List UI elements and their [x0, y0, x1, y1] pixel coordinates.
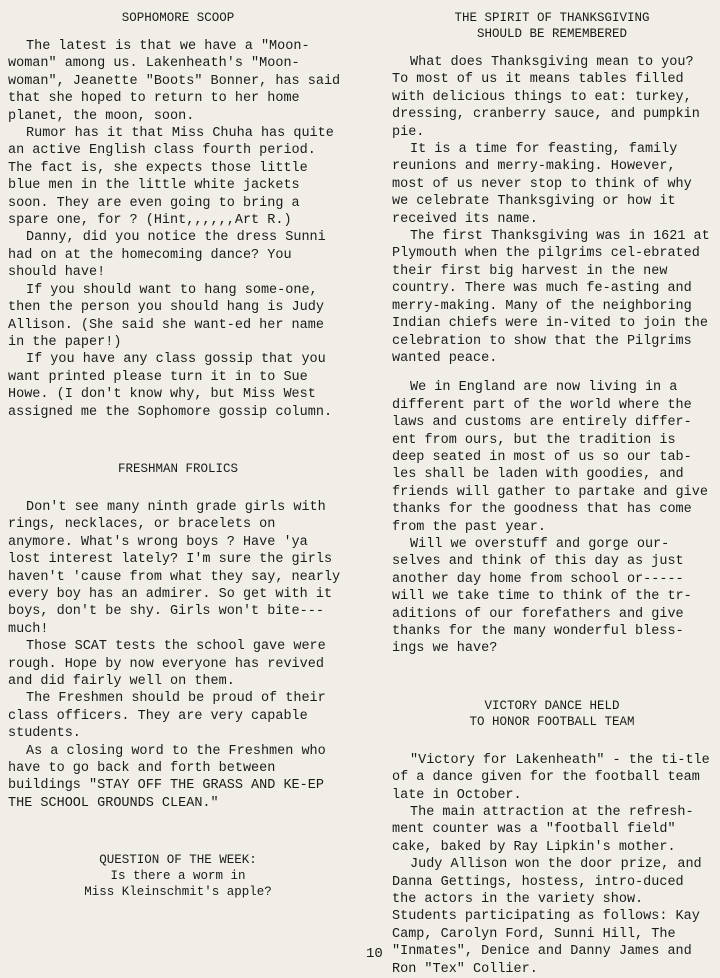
question-line: Is there a worm in	[110, 869, 246, 884]
article-title: SOPHOMORE SCOOP	[121, 11, 235, 25]
article-paragraph: If you have any class gossip that you want printed please turn it in to Sue Howe. (I don't know why, but Miss West assigned me the Sophomore gossip column.	[8, 352, 333, 420]
right-column	[392, 10, 712, 978]
article-title-line: THE SPIRIT OF THANKSGIVING	[454, 11, 650, 25]
page-number: 10	[366, 946, 383, 962]
article-paragraph: We in England are now living in a different part of the world where the laws and customs are entirely differ-ent from ours, but the tradition is deep seated in most of us so our tab-les shall be laden with goodies, and friends will gather to partake and give thanks for the goodness that has come from the past year.	[392, 380, 708, 535]
question-of-the-week	[8, 852, 348, 900]
article-paragraph: It is a time for feasting, family reunions and merry-making. However, most of us never stop to think of why we celebrate Thanksgiving or how it received its name.	[392, 142, 692, 227]
article-paragraph: What does Thanksgiving mean to you? To most of us it means tables filled with delicious things to eat: turkey, dressing, cranberry sauce, and pumpkin pie.	[392, 55, 700, 140]
article-paragraph: The first Thanksgiving was in 1621 at Plymouth when the pilgrims cel-ebrated their first big harvest in the new country. There was much fe-asting and merry-making. Many of the neighboring Indian chiefs were in-vited to join the celebration to show that the Pilgrims wanted peace.	[392, 229, 710, 366]
article-paragraph: Those SCAT tests the school gave were rough. Hope by now everyone has revived and did fairly well on them.	[8, 639, 326, 689]
thanksgiving-article	[392, 10, 712, 658]
article-title: FRESHMAN FROLICS	[117, 461, 239, 476]
article-paragraph: The Freshmen should be proud of their class officers. They are very capable students.	[8, 691, 326, 742]
left-column	[8, 10, 348, 900]
article-title-line: TO HONOR FOOTBALL TEAM	[469, 714, 635, 729]
article-paragraph: Will we overstuff and gorge our-selves and think of this day as just another day home from school or-----will we take time to think of the tr-aditions of our forefathers and give thanks for the many wonderful bless-ings we have?	[392, 536, 692, 657]
victory-dance-article	[392, 698, 712, 978]
article-paragraph: The latest is that we have a "Moon-woman" among us. Lakenheath's "Moon-woman", Jeanette "Boots" Bonner, has said that she hoped to return to her home planet, the moon, soon.	[8, 39, 341, 124]
article-paragraph: The main attraction at the refresh-ment counter was a "football field" cake, baked by Ray Lipkin's mother.	[392, 805, 694, 855]
question-line: Miss Kleinschmit's apple?	[84, 885, 272, 900]
article-title-line: SHOULD BE REMEMBERED	[476, 27, 628, 41]
article-paragraph: As a closing word to the Freshmen who have to go back and forth between buildings "STAY OFF THE GRASS AND KE-EP THE SCHOOL GROUNDS CLEAN."	[8, 743, 326, 811]
article-paragraph: If you should want to hang some-one, then the person you should hang is Judy Allison. (She said she want-ed her name in the paper!)	[8, 282, 324, 350]
article-title: QUESTION OF THE WEEK:	[99, 853, 257, 868]
article-paragraph: Rumor has it that Miss Chuha has quite an active English class fourth period. The fact is, she expects those little blue men in the little white jackets soon. They are even going to bring a spare one, for ? (Hint,,,,,,Art R.)	[8, 126, 334, 229]
article-paragraph: Don't see many ninth grade girls with rings, necklaces, or bracelets on anymore. What's wrong boys ? Have 'ya lost interest lately? I'm sure the girls haven't 'cause from what they say, nearly every boy has an admirer. So get with it boys, don't be shy. Girls won't bite---much!	[8, 499, 341, 637]
article-paragraph: Danny, did you notice the dress Sunni had on at the homecoming dance? You should have!	[8, 230, 326, 281]
article-paragraph: "Victory for Lakenheath" - the ti-tle of a dance given for the football team late in October.	[392, 752, 710, 803]
article-title-line: VICTORY DANCE HELD	[484, 698, 620, 713]
article-paragraph: Judy Allison won the door prize, and Danna Gettings, hostess, intro-duced the actors in the variety show. Students participating as follows: Kay Camp, Carolyn Ford, Sunni Hill, The "Inmates", Denice and Danny James and Ron "Tex" Collier.	[392, 857, 702, 977]
sophomore-scoop-article	[8, 10, 348, 421]
freshman-frolics-article	[8, 461, 348, 812]
